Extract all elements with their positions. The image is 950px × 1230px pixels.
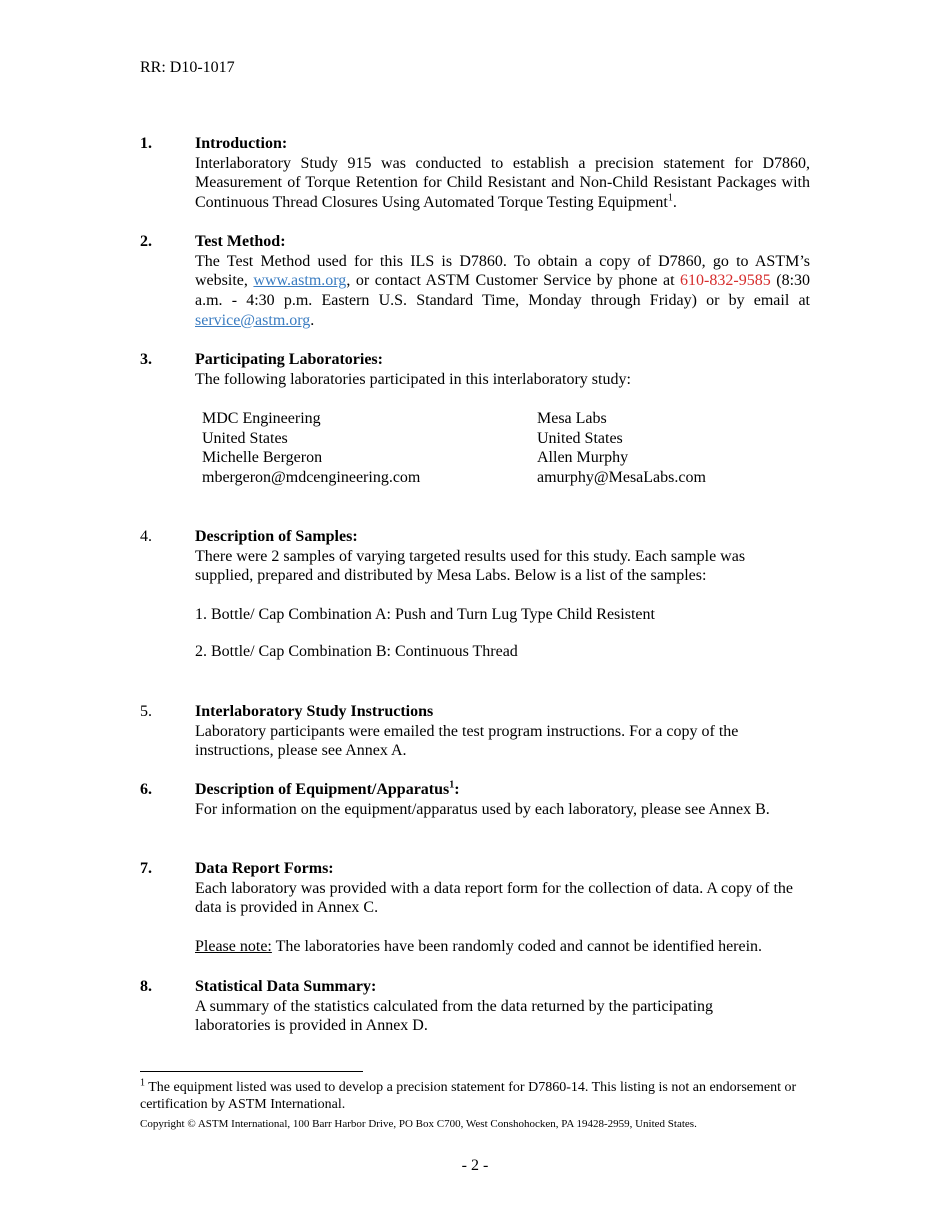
section-6-number: 6. — [140, 781, 152, 798]
section-2-text-a: The Test Method used for this ILS is D7860. To obtain a copy of D7860, go to ASTM’s website, — [195, 252, 810, 290]
sample-item: 1. Bottle/ Cap Combination A: Push and Turn Lug Type Child Resistent — [195, 606, 655, 623]
lab-email: amurphy@MesaLabs.com — [537, 469, 706, 487]
footnote-ref[interactable]: 1 — [449, 779, 455, 791]
note-label: Please note: — [195, 938, 272, 955]
section-3-intro: The following laboratories participated in this interlaboratory study: — [195, 370, 631, 388]
section-2-text-c: (8:30 a.m. - 4:30 p.m. Eastern U.S. Standard Time, Monday through Friday) or by email at — [195, 272, 811, 310]
section-3-number: 3. — [140, 351, 152, 368]
section-7 — [195, 859, 800, 918]
section-3-title: Participating Laboratories: — [195, 351, 383, 368]
lab-entry — [537, 409, 857, 488]
lab-email: mbergeron@mdcengineering.com — [202, 469, 421, 487]
section-1-body — [195, 154, 810, 213]
section-8-number: 8. — [140, 978, 152, 995]
section-8-text: A summary of the statistics calculated from the data returned by the participating laboratories is provided in Annex D. — [195, 997, 714, 1035]
section-4 — [195, 527, 805, 586]
section-6-title — [195, 780, 800, 800]
section-4-text: There were 2 samples of varying targeted results used for this study. Each sample was supplied, prepared and distributed by Mesa Labs. Below is a list of the samples: — [195, 547, 746, 585]
lab-name: MDC Engineering — [202, 410, 321, 427]
section-1-text-end: . — [672, 194, 677, 212]
section-2 — [195, 232, 810, 331]
footnote-mark: 1 — [140, 1077, 145, 1089]
customer-service-phone[interactable]: 610-832-9585 — [680, 272, 771, 290]
section-1-title: Introduction: — [195, 135, 288, 152]
footnote — [140, 1079, 820, 1113]
report-id-header: RR: D10-1017 — [140, 59, 235, 76]
astm-website-link[interactable]: www.astm.org — [253, 272, 347, 290]
section-6-title-end: : — [454, 781, 460, 798]
section-2-body — [195, 252, 810, 331]
section-1 — [195, 134, 810, 213]
section-7-text: Each laboratory was provided with a data report form for the collection of data. A copy of the data is provided in Annex C. — [195, 879, 794, 917]
section-8 — [195, 977, 765, 1036]
section-7-note — [195, 937, 815, 957]
section-7-number: 7. — [140, 860, 152, 877]
section-5-title: Interlaboratory Study Instructions — [195, 703, 434, 720]
sample-item: 2. Bottle/ Cap Combination B: Continuous Thread — [195, 643, 518, 660]
section-4-title: Description of Samples: — [195, 528, 358, 545]
copyright: Copyright © ASTM International, 100 Barr Harbor Drive, PO Box C700, West Conshohocken, PA 19428-2959, United States. — [140, 1118, 697, 1130]
section-7-title: Data Report Forms: — [195, 860, 334, 877]
section-5-text: Laboratory participants were emailed the test program instructions. For a copy of the instructions, please see Annex A. — [195, 722, 739, 760]
page-number: - 2 - — [461, 1157, 489, 1174]
lab-country: United States — [202, 429, 288, 447]
note-text: The laboratories have been randomly coded and cannot be identified herein. — [271, 938, 763, 955]
section-1-number: 1. — [140, 135, 152, 152]
lab-contact: Michelle Bergeron — [202, 449, 323, 467]
section-3 — [195, 350, 810, 389]
section-1-text: Interlaboratory Study 915 was conducted to establish a precision statement for D7860, Measurement of Torque Retention for Child Resistant and Non-Child Resistant Packages with Continuous Thread Closures Using Automated Torque Testing Equipment — [195, 154, 810, 212]
section-5 — [195, 702, 795, 761]
footnote-text: The equipment listed was used to develop a precision statement for D7860-14. This listing is not an endorsement or certification by ASTM International. — [140, 1080, 797, 1112]
section-6 — [195, 780, 800, 819]
service-email-link[interactable]: service@astm.org — [195, 311, 311, 329]
lab-entry — [202, 409, 522, 488]
section-2-title: Test Method: — [195, 233, 286, 250]
footnote-divider — [140, 1071, 363, 1072]
lab-country: United States — [537, 429, 623, 447]
section-2-number: 2. — [140, 233, 152, 250]
section-2-text-b: , or contact ASTM Customer Service by phone at — [346, 272, 681, 290]
lab-name: Mesa Labs — [537, 410, 607, 427]
section-6-title-text: Description of Equipment/Apparatus — [195, 781, 450, 798]
section-8-title: Statistical Data Summary: — [195, 978, 377, 995]
section-6-text: For information on the equipment/apparatus used by each laboratory, please see Annex B. — [195, 800, 770, 818]
lab-contact: Allen Murphy — [537, 449, 629, 467]
section-5-number: 5. — [140, 703, 152, 720]
section-4-number: 4. — [140, 528, 152, 545]
section-2-text-d: . — [310, 311, 315, 329]
footnote-ref[interactable]: 1 — [667, 192, 673, 204]
